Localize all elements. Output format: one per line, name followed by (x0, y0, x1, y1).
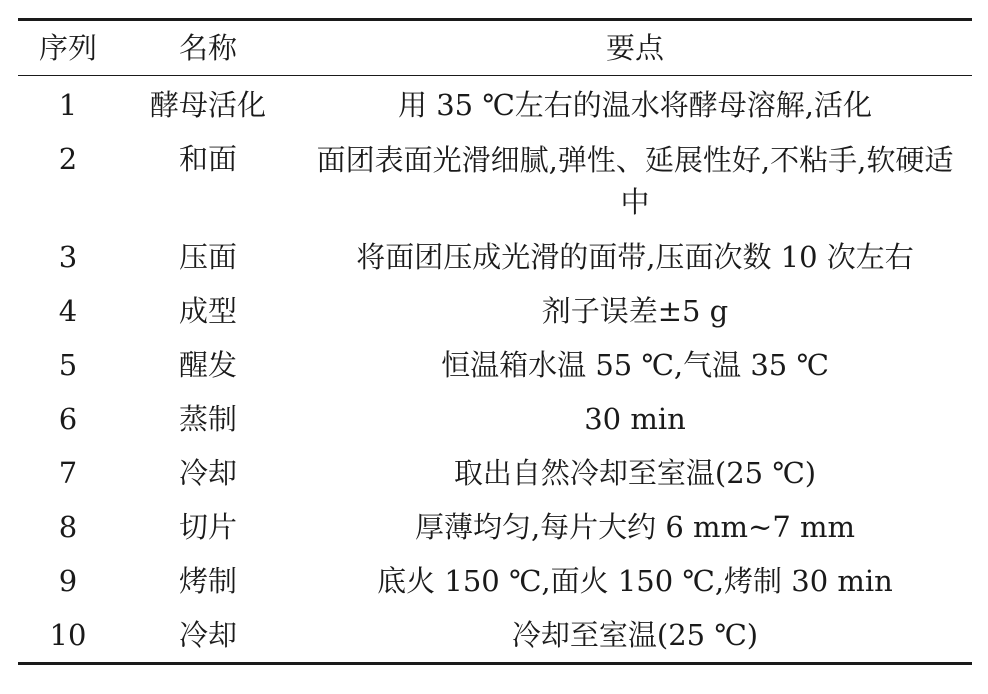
cell-seq: 10 (49, 618, 87, 652)
table-row (18, 230, 972, 284)
cell-key-text: 恒温箱水温 55 ℃,气温 35 ℃ (441, 348, 829, 382)
process-table-container (18, 18, 972, 665)
cell-key-text: 剂子误差±5 g (541, 294, 729, 328)
table-header (18, 20, 972, 76)
cell-key (298, 76, 972, 133)
cell-key (298, 446, 972, 500)
table-row (18, 608, 972, 664)
cell-key-text: 面团表面光滑细腻,弹性、延展性好,不粘手,软硬适中 (316, 143, 954, 219)
cell-seq: 6 (58, 402, 78, 436)
cell-key (298, 554, 972, 608)
cell-key (298, 608, 972, 664)
header-key-points: 要点 (605, 31, 664, 65)
cell-seq: 1 (58, 88, 78, 122)
cell-name: 成型 (178, 294, 237, 328)
header-name: 名称 (178, 31, 237, 65)
cell-seq: 3 (58, 240, 78, 274)
cell-name: 切片 (178, 510, 237, 544)
cell-name: 冷却 (178, 456, 237, 490)
cell-name: 醒发 (178, 348, 237, 382)
table-row (18, 76, 972, 133)
cell-seq: 5 (58, 348, 78, 382)
cell-name: 蒸制 (178, 402, 237, 436)
table-row (18, 554, 972, 608)
cell-key-text: 将面团压成光滑的面带,压面次数 10 次左右 (356, 240, 914, 274)
table-row (18, 500, 972, 554)
cell-key-text: 30 min (584, 402, 686, 436)
cell-name: 冷却 (178, 618, 237, 652)
cell-key (298, 338, 972, 392)
cell-seq: 8 (58, 510, 78, 544)
cell-key (298, 284, 972, 338)
table-row (18, 392, 972, 446)
cell-name: 酵母活化 (149, 88, 266, 122)
table-row (18, 284, 972, 338)
cell-seq: 4 (58, 294, 78, 328)
cell-seq: 9 (58, 564, 78, 598)
process-table (18, 18, 972, 665)
cell-name: 压面 (178, 240, 237, 274)
header-row (18, 20, 972, 76)
cell-key-text: 厚薄均匀,每片大约 6 mm~7 mm (414, 510, 856, 544)
table-row (18, 132, 972, 230)
cell-name: 和面 (178, 142, 237, 176)
cell-key-text: 用 35 ℃左右的温水将酵母溶解,活化 (398, 88, 872, 122)
cell-key-text: 底火 150 ℃,面火 150 ℃,烤制 30 min (377, 564, 893, 598)
header-seq: 序列 (38, 31, 97, 65)
table-row (18, 338, 972, 392)
cell-seq: 7 (58, 456, 78, 490)
cell-key-text: 冷却至室温(25 ℃) (511, 618, 759, 652)
cell-key (298, 230, 972, 284)
cell-key-text: 取出自然冷却至室温(25 ℃) (453, 456, 817, 490)
table-body (18, 76, 972, 664)
cell-key (298, 132, 972, 230)
cell-key (298, 500, 972, 554)
cell-seq: 2 (58, 142, 78, 176)
table-row (18, 446, 972, 500)
cell-key (298, 392, 972, 446)
cell-name: 烤制 (178, 564, 237, 598)
